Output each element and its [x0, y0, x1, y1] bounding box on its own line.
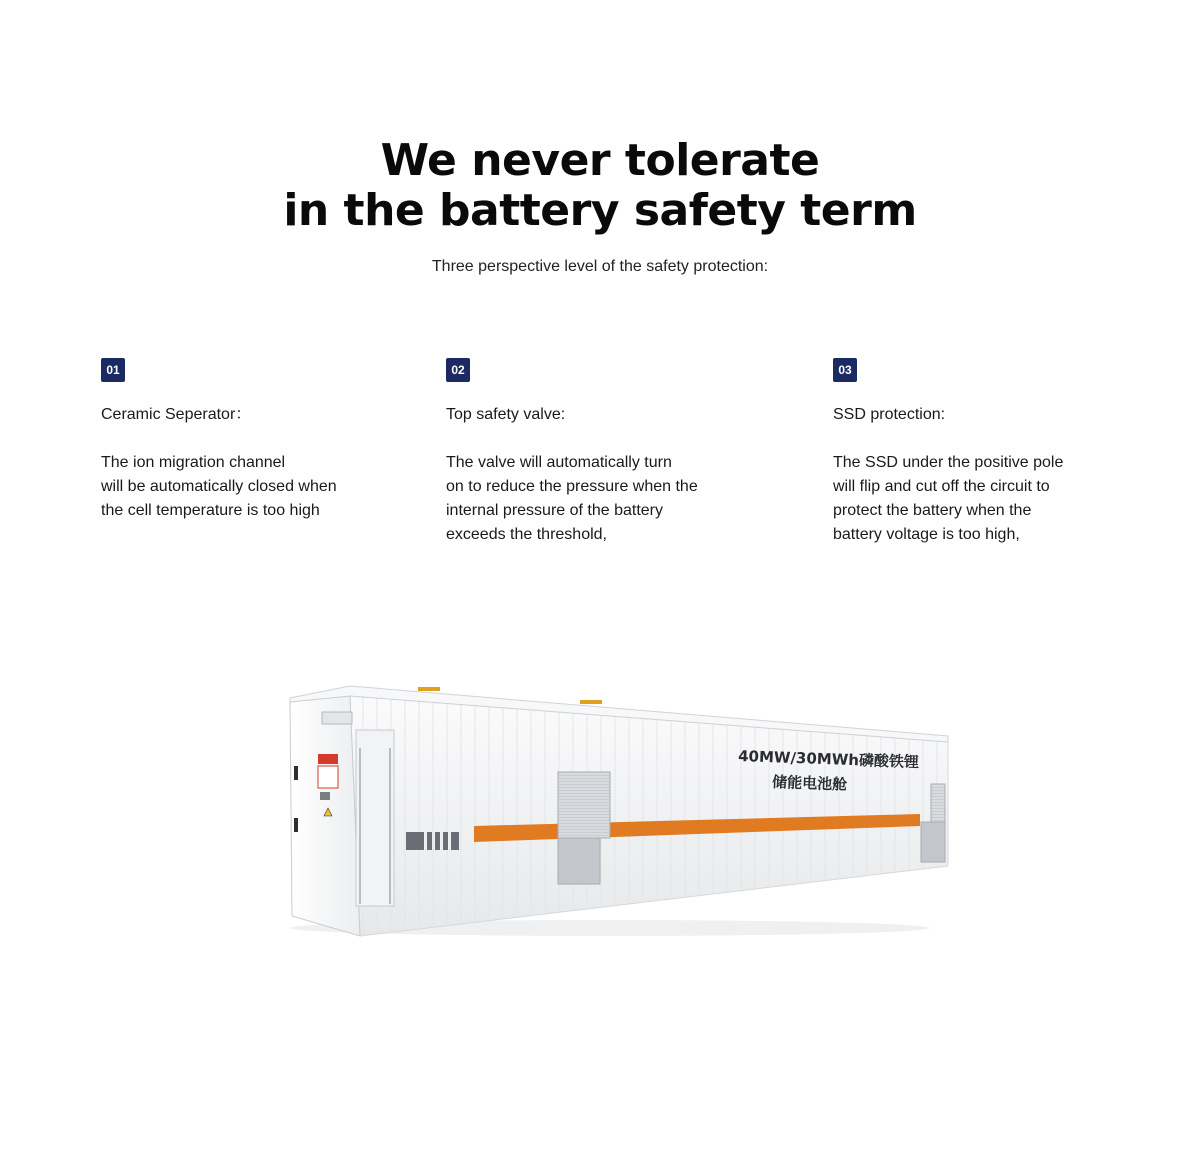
feature-title: SSD protection: — [833, 406, 946, 423]
feature-top-safety-valve — [446, 358, 746, 547]
roof-hazard-mark — [580, 700, 602, 704]
page-title-line-1: We never tolerate — [380, 135, 820, 186]
page-subtitle: Three perspective level of the safety protection: — [431, 258, 769, 275]
container-label-line-1: 40MW/30MWh磷酸铁锂 — [737, 747, 920, 772]
side-vent-cover — [558, 838, 600, 884]
page-title — [0, 136, 1200, 236]
feature-title: Ceramic Seperator： — [101, 406, 252, 423]
roof-hazard-mark — [418, 687, 440, 691]
feature-description: The valve will automatically turn on to reduce the pressure when the internal pressure of the battery exceeds the threshold, — [446, 454, 698, 543]
side-vent-unit — [558, 772, 610, 838]
warning-sign — [318, 754, 338, 764]
side-vent-cover — [921, 822, 945, 862]
feature-description: The SSD under the positive pole will flip and cut off the circuit to protect the battery when the battery voltage is too high, — [833, 454, 1064, 543]
feature-number-badge: 03 — [833, 358, 857, 382]
feature-number-badge: 01 — [101, 358, 125, 382]
battery-container-image — [280, 670, 960, 945]
container-label-line-2: 储能电池舱 — [771, 773, 848, 794]
door-panel — [356, 730, 394, 906]
feature-title: Top safety valve: — [446, 406, 566, 423]
page-title-line-2: in the battery safety term — [283, 185, 917, 236]
feature-number-badge: 02 — [446, 358, 470, 382]
side-vent-unit — [931, 784, 945, 822]
feature-description: The ion migration channel will be automatically closed when the cell temperature is too high — [101, 454, 337, 519]
door-top-vent — [322, 712, 352, 724]
feature-ceramic-separator — [101, 358, 401, 523]
warning-label — [318, 766, 338, 788]
feature-ssd-protection — [833, 358, 1133, 547]
